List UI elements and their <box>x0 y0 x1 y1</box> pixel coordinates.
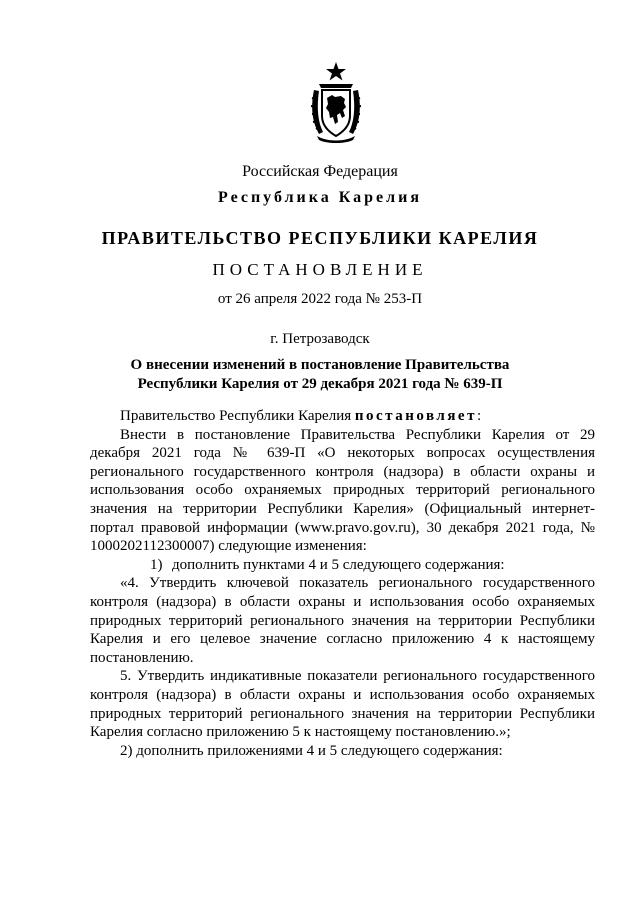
intro-prefix: Правительство Республики Карелия <box>120 408 355 424</box>
date-and-number: от 26 апреля 2022 года № 253-П <box>217 291 423 307</box>
intro-paragraph <box>90 407 595 426</box>
list-item-2: 2) дополнить приложениями 4 и 5 следующего содержания: <box>120 742 503 759</box>
document-title <box>0 356 640 394</box>
paragraph-point-5: 5. Утвердить индикативные показатели регионального государственного контроля (надзора) в области охраны и использования особо охраняемых природных территорий регионального значения на территории Республики Карелия согласно приложению 5 к настоящему постановлению.»; <box>90 668 595 741</box>
government-title: ПРАВИТЕЛЬСТВО РЕСПУБЛИКИ КАРЕЛИЯ <box>101 228 539 248</box>
intro-keyword: постановляет <box>354 408 477 424</box>
title-line-1: О внесении изменений в постановление Правительства <box>130 357 510 373</box>
document-body <box>90 407 595 760</box>
paragraph-point-4: «4. Утвердить ключевой показатель регионального государственного контроля (надзора) в области охраны и использования особо охраняемых природных территорий регионального значения на территории Республики Карелия и его целевое значение согласно приложению 4 к настоящему постановлению. <box>90 575 595 666</box>
list-item-1 <box>90 556 595 575</box>
republic-name: Республика Карелия <box>218 189 422 206</box>
document-type: ПОСТАНОВЛЕНИЕ <box>212 260 428 279</box>
coat-of-arms-icon <box>305 60 367 144</box>
intro-suffix: : <box>476 408 482 424</box>
city: г. Петрозаводск <box>270 331 370 347</box>
country-name: Российская Федерация <box>242 163 398 180</box>
title-line-2: Республики Карелия от 29 декабря 2021 года № 639-П <box>137 376 503 392</box>
list-item-1-text: дополнить пунктами 4 и 5 следующего содержания: <box>172 556 505 573</box>
list-item-1-number: 1) <box>150 556 163 573</box>
paragraph-amend: Внести в постановление Правительства Республики Карелия от 29 декабря 2021 года № 639-П «О некоторых вопросах осуществления регионального государственного контроля (надзора) в области охраны и использования особо охраняемых природных территорий регионального значения на территории Республики Карелия» (Официальный интернет-портал правовой информации (www.pravo.gov.ru), 30 декабря 2021 года, № 1000202112300007) следующие изменения: <box>90 426 595 555</box>
